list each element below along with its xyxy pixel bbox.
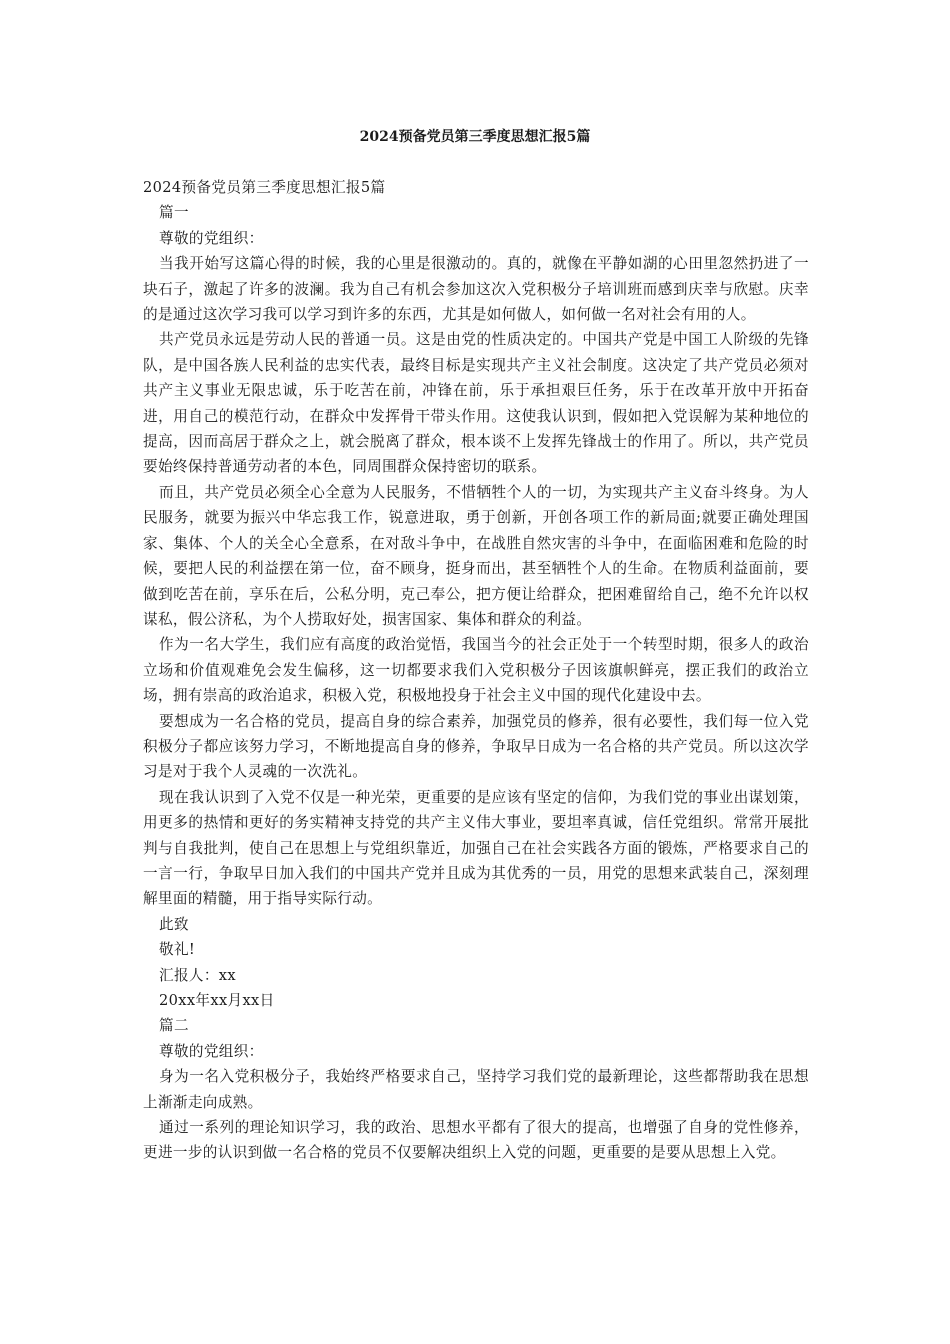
paragraph: 身为一名入党积极分子，我始终严格要求自己，坚持学习我们党的最新理论，这些都帮助我在思想上渐渐走向成熟。 [143, 1068, 809, 1111]
paragraph: 通过一系列的理论知识学习，我的政治、思想水平都有了很大的提高，也增强了自身的党性修养，更进一步的认识到做一名合格的党员不仅要解决组织上入党的问题，更重要的是要从思想上入党。 [143, 1119, 809, 1162]
body-heading: 2024预备党员第三季度思想汇报5篇 [143, 179, 386, 196]
document-body [143, 175, 809, 1166]
salutation-2: 尊敬的党组织： [159, 1042, 264, 1060]
paragraph: 共产党员永远是劳动人民的普通一员。这是由党的性质决定的。中国共产党是中国工人阶级的先锋队，是中国各族人民利益的忠实代表，最终目标是实现共产主义社会制度。这决定了共产党员必须对共产主义事业无限忠诚，乐于吃苦在前，冲锋在前，乐于承担艰巨任务，乐于在改革开放中开拓奋进，用自己的模范行动，在群众中发挥骨干带头作用。这使我认识到，假如把入党误解为某种地位的提高，因而高居于群众之上，就会脱离了群众，根本谈不上发挥先锋战士的作用了。所以，共产党员要始终保持普通劳动者的本色，同周围群众保持密切的联系。 [143, 331, 809, 476]
paragraph: 作为一名大学生，我们应有高度的政治觉悟，我国当今的社会正处于一个转型时期，很多人的政治立场和价值观难免会发生偏移，这一切都要求我们入党积极分子因该旗帜鲜亮，摆正我们的政治立场，拥有崇高的政治追求，积极入党，积极地投身于社会主义中国的现代化建设中去。 [143, 636, 809, 705]
salutation-1: 尊敬的党组织： [159, 229, 264, 247]
reporter-line: 汇报人：xx [159, 966, 236, 984]
paragraph: 要想成为一名合格的党员，提高自身的综合素养，加强党员的修养，很有必要性，我们每一位入党积极分子都应该努力学习，不断地提高自身的修养，争取早日成为一名合格的共产党员。所以这次学习是对于我个人灵魂的一次洗礼。 [143, 712, 809, 781]
paragraph: 现在我认识到了入党不仅是一种光荣，更重要的是应该有坚定的信仰，为我们党的事业出谋划策，用更多的热情和更好的务实精神支持党的共产主义伟大事业，要坦率真诚，信任党组织。常常开展批判与自我批判，使自己在思想上与党组织靠近，加强自己在社会实践各方面的锻炼，严格要求自己的一言一行，争取早日加入我们的中国共产党并且成为其优秀的一员，用党的思想来武装自己，深刻理解里面的精髓，用于指导实际行动。 [143, 788, 809, 908]
date-line: 20xx年xx月xx日 [159, 992, 275, 1009]
section-label-1: 篇一 [159, 204, 189, 222]
closing-salute: 敬礼! [159, 941, 196, 959]
document-title: 2024预备党员第三季度思想汇报5篇 [359, 129, 591, 145]
paragraph: 而且，共产党员必须全心全意为人民服务，不惜牺牲个人的一切，为实现共产主义奋斗终身。为人民服务，就要为振兴中华忘我工作，锐意进取，勇于创新，开创各项工作的新局面;就要正确处理国家、集体、个人的关全心全意系，在对敌斗争中，在战胜自然灾害的斗争中，在面临困难和危险的时候，要把人民的利益摆在第一位，奋不顾身，挺身而出，甚至牺牲个人的生命。在物质利益面前，要做到吃苦在前，享乐在后，公私分明，克己奉公，把方便让给群众，把困难留给自己，绝不允许以权谋私，假公济私，为个人捞取好处，损害国家、集体和群众的利益。 [143, 483, 809, 628]
section-label-2: 篇二 [159, 1017, 189, 1035]
closing-line: 此致 [159, 915, 189, 933]
paragraph: 当我开始写这篇心得的时候，我的心里是很激动的。真的，就像在平静如湖的心田里忽然扔进了一块石子，激起了许多的波澜。我为自己有机会参加这次入党积极分子培训班而感到庆幸与欣慰。庆幸的是通过这次学习我可以学习到许多的东西，尤其是如何做人，如何做一名对社会有用的人。 [143, 255, 809, 324]
